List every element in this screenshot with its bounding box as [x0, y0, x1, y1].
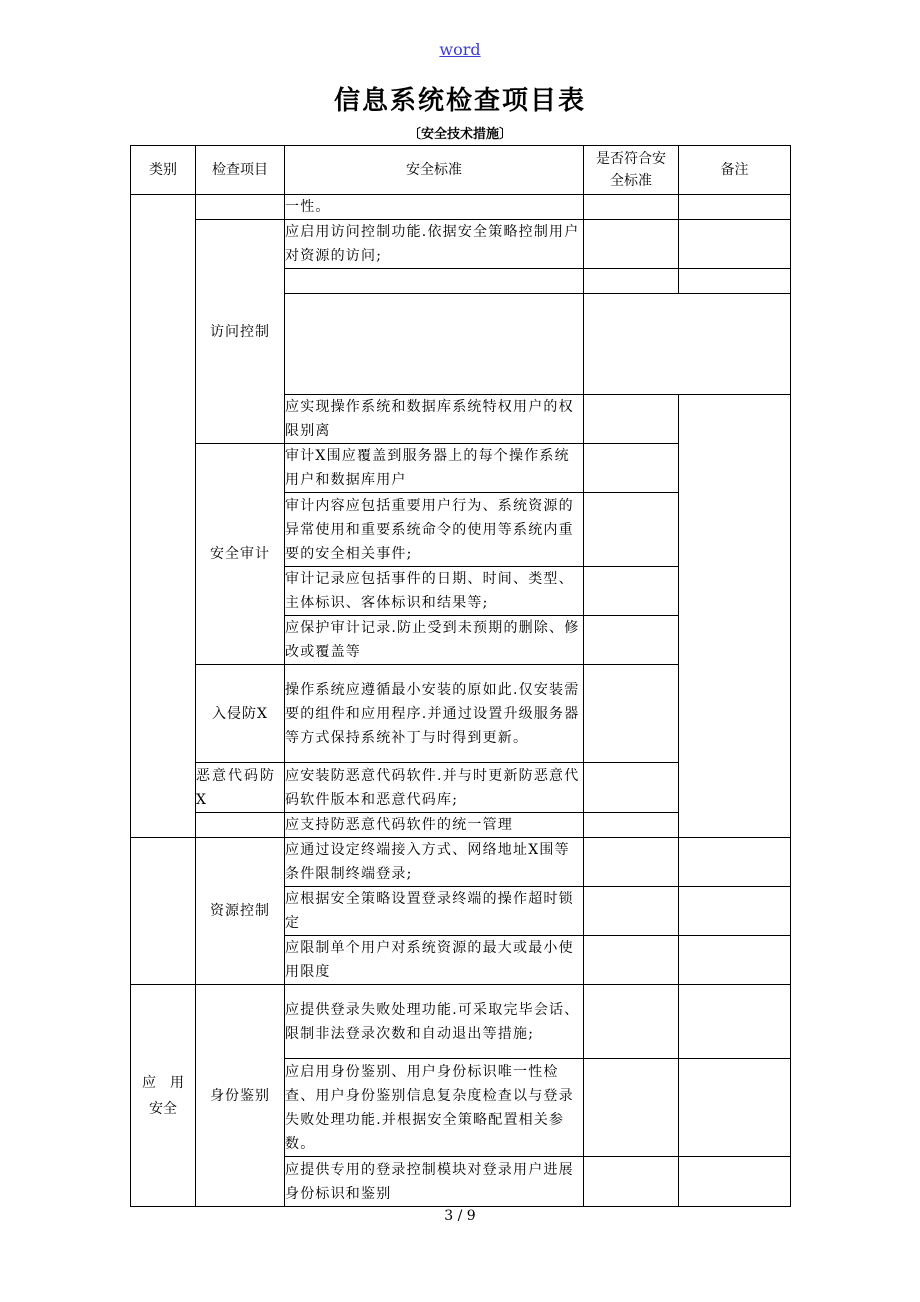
standard-cell: 操作系统应遵循最小安装的原如此.仅安装需要的组件和应用程序.并通过设置升级服务器等方式保持系统补丁与时得到更新。	[285, 665, 584, 763]
compliant-cell[interactable]	[584, 269, 679, 294]
remark-cell[interactable]	[679, 985, 791, 1059]
standard-cell	[285, 269, 584, 294]
header-standard: 安全标准	[285, 146, 584, 195]
compliant-cell[interactable]	[584, 195, 679, 220]
standard-cell: 应限制单个用户对系统资源的最大或最小使用限度	[285, 936, 584, 985]
item-cell	[196, 195, 285, 220]
compliant-remark-cell[interactable]	[584, 294, 791, 395]
compliant-cell[interactable]	[584, 395, 679, 444]
page-number: 3 / 9	[444, 1208, 476, 1224]
table-row	[131, 220, 791, 269]
table-row	[131, 985, 791, 1059]
standard-cell: 审计记录应包括事件的日期、时间、类型、主体标识、客体标识和结果等;	[285, 567, 584, 616]
standard-cell: 应根据安全策略设置登录终端的操作超时锁定	[285, 887, 584, 936]
standard-cell: 应启用身份鉴别、用户身份标识唯一性检查、用户身份鉴别信息复杂度检查以与登录失败处理功能.并根据安全策略配置相关参数。	[285, 1059, 584, 1157]
header-item: 检查项目	[196, 146, 285, 195]
remark-cell[interactable]	[679, 887, 791, 936]
header-category: 类别	[131, 146, 196, 195]
compliant-cell[interactable]	[584, 493, 679, 567]
standard-cell: 应提供登录失败处理功能.可采取完毕会话、限制非法登录次数和自动退出等措施;	[285, 985, 584, 1059]
item-security-audit: 安全审计	[196, 444, 285, 665]
page-subtitle: 〔安全技术措施〕	[407, 127, 512, 142]
compliant-cell[interactable]	[584, 665, 679, 763]
compliant-cell[interactable]	[584, 616, 679, 665]
compliant-cell[interactable]	[584, 444, 679, 493]
compliant-cell[interactable]	[584, 838, 679, 887]
compliant-cell[interactable]	[584, 985, 679, 1059]
compliant-cell[interactable]	[584, 1059, 679, 1157]
standard-cell	[285, 294, 584, 395]
table-row	[131, 838, 791, 887]
category-cell	[131, 838, 196, 985]
remark-cell[interactable]	[679, 838, 791, 887]
standard-cell: 审计内容应包括重要用户行为、系统资源的异常使用和重要系统命令的使用等系统内重要的安全相关事件;	[285, 493, 584, 567]
remark-cell[interactable]	[679, 195, 791, 220]
category-label-line1: 应 用	[142, 1074, 184, 1091]
remark-cell[interactable]	[679, 269, 791, 294]
standard-cell: 应保护审计记录.防止受到未预期的删除、修改或覆盖等	[285, 616, 584, 665]
item-cell	[196, 813, 285, 838]
remark-cell[interactable]	[679, 936, 791, 985]
standard-cell: 应启用访问控制功能.依据安全策略控制用户对资源的访问;	[285, 220, 584, 269]
remark-cell[interactable]	[679, 220, 791, 269]
compliant-cell[interactable]	[584, 763, 679, 813]
standard-cell: 一性。	[285, 195, 584, 220]
category-application-security	[131, 985, 196, 1207]
item-malware-prevention: 恶意代码防X	[196, 763, 285, 813]
category-label-line2: 安全	[149, 1100, 177, 1117]
remark-cell[interactable]	[679, 1157, 791, 1207]
standard-cell: 应实现操作系统和数据库系统特权用户的权限别离	[285, 395, 584, 444]
standard-cell: 应通过设定终端接入方式、网络地址X围等条件限制终端登录;	[285, 838, 584, 887]
checklist-table	[130, 145, 791, 1207]
remark-cell[interactable]	[679, 395, 791, 838]
table-header-row	[131, 146, 791, 195]
compliant-cell[interactable]	[584, 887, 679, 936]
standard-cell: 应安装防恶意代码软件.并与时更新防恶意代码软件版本和恶意代码库;	[285, 763, 584, 813]
standard-cell: 应提供专用的登录控制模块对登录用户进展身份标识和鉴别	[285, 1157, 584, 1207]
compliant-cell[interactable]	[584, 220, 679, 269]
item-intrusion-prevention: 入侵防X	[196, 665, 285, 763]
standard-cell: 应支持防恶意代码软件的统一管理	[285, 813, 584, 838]
remark-cell[interactable]	[679, 1059, 791, 1157]
compliant-cell[interactable]	[584, 1157, 679, 1207]
header-compliant: 是否符合安全标准	[584, 146, 679, 195]
page-title: 信息系统检查项目表	[333, 86, 586, 116]
table-row	[131, 195, 791, 220]
header-word-link[interactable]: word	[439, 40, 481, 59]
compliant-cell[interactable]	[584, 936, 679, 985]
compliant-cell[interactable]	[584, 567, 679, 616]
header-remark: 备注	[679, 146, 791, 195]
item-identity-auth: 身份鉴别	[196, 985, 285, 1207]
item-resource-control: 资源控制	[196, 838, 285, 985]
compliant-cell[interactable]	[584, 813, 679, 838]
category-cell	[131, 195, 196, 838]
standard-cell: 审计X围应覆盖到服务器上的每个操作系统用户和数据库用户	[285, 444, 584, 493]
item-access-control: 访问控制	[196, 220, 285, 444]
